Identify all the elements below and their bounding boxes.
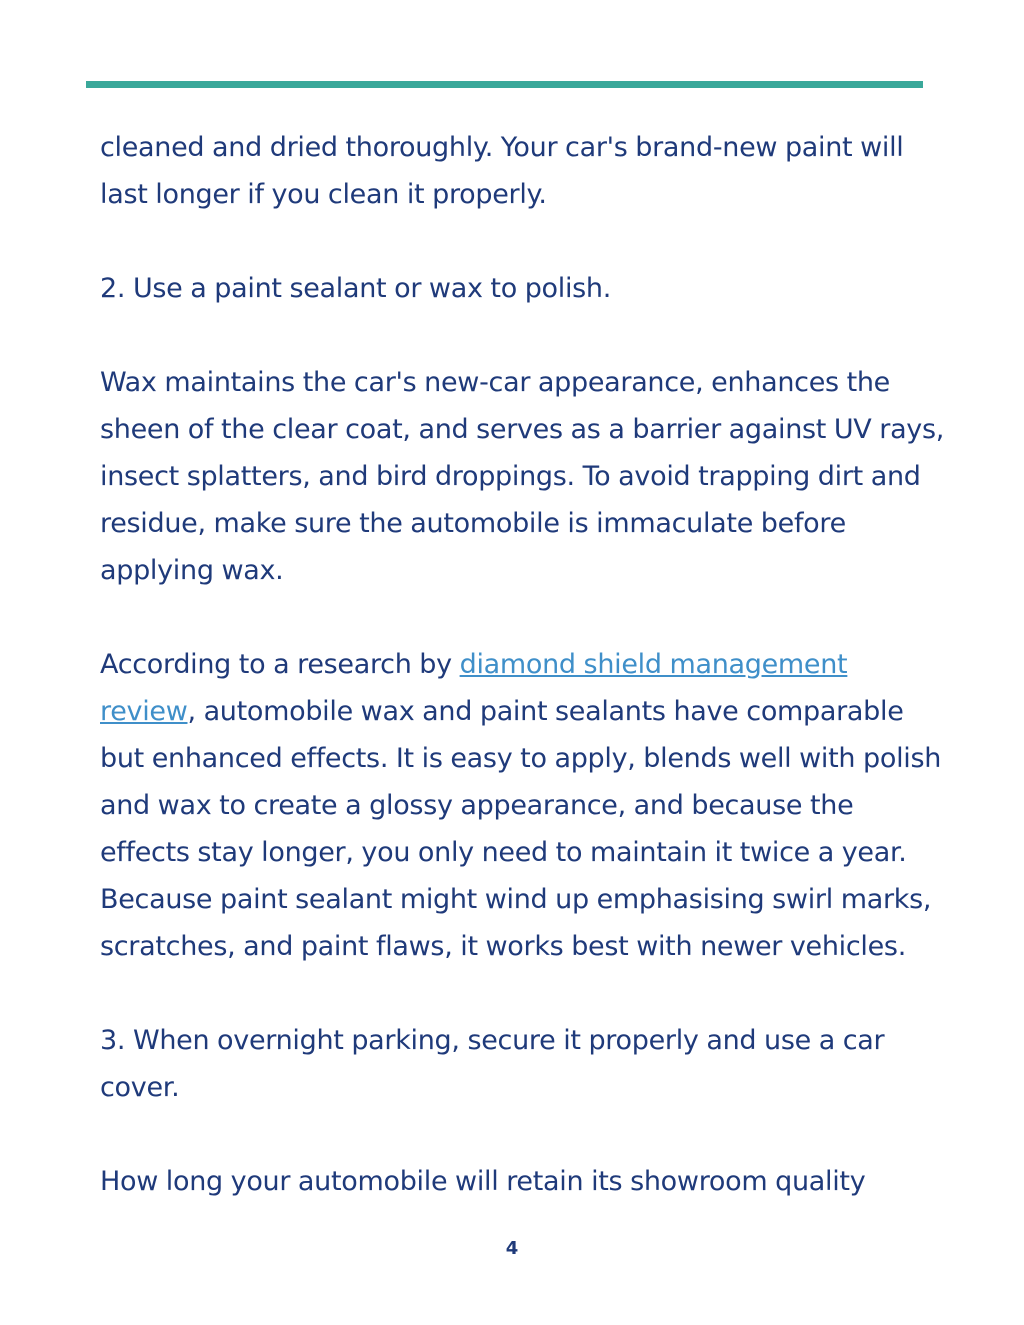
heading-step-3: 3. When overnight parking, secure it properly and use a car cover.	[100, 1025, 885, 1103]
top-divider	[86, 81, 923, 88]
page-number: 4	[505, 1238, 519, 1259]
document-body	[100, 124, 950, 1252]
research-intro-text: According to a research by	[100, 649, 460, 680]
paragraph-showroom: How long your automobile will retain its showroom quality	[100, 1166, 866, 1197]
paragraph-research	[100, 641, 950, 970]
paragraph-wax: Wax maintains the car's new-car appearance, enhances the sheen of the clear coat, and serves as a barrier against UV rays, insect splatters, and bird droppings. To avoid trapping dirt and residue, make sure the automobile is immaculate before applying wax.	[100, 367, 945, 586]
heading-step-2: 2. Use a paint sealant or wax to polish.	[100, 273, 612, 304]
research-body-text: , automobile wax and paint sealants have comparable but enhanced effects. It is easy to apply, blends well with polish and wax to create a glossy appearance, and because the effects stay longer, you only need to maintain it twice a year. Because paint sealant might wind up emphasising swirl marks, scratches, and paint flaws, it works best with newer vehicles.	[100, 696, 942, 962]
paragraph-cleaning: cleaned and dried thoroughly. Your car's brand-new paint will last longer if you clean it properly.	[100, 132, 904, 210]
diamond-shield-link[interactable]: diamond shield management review	[100, 649, 848, 727]
